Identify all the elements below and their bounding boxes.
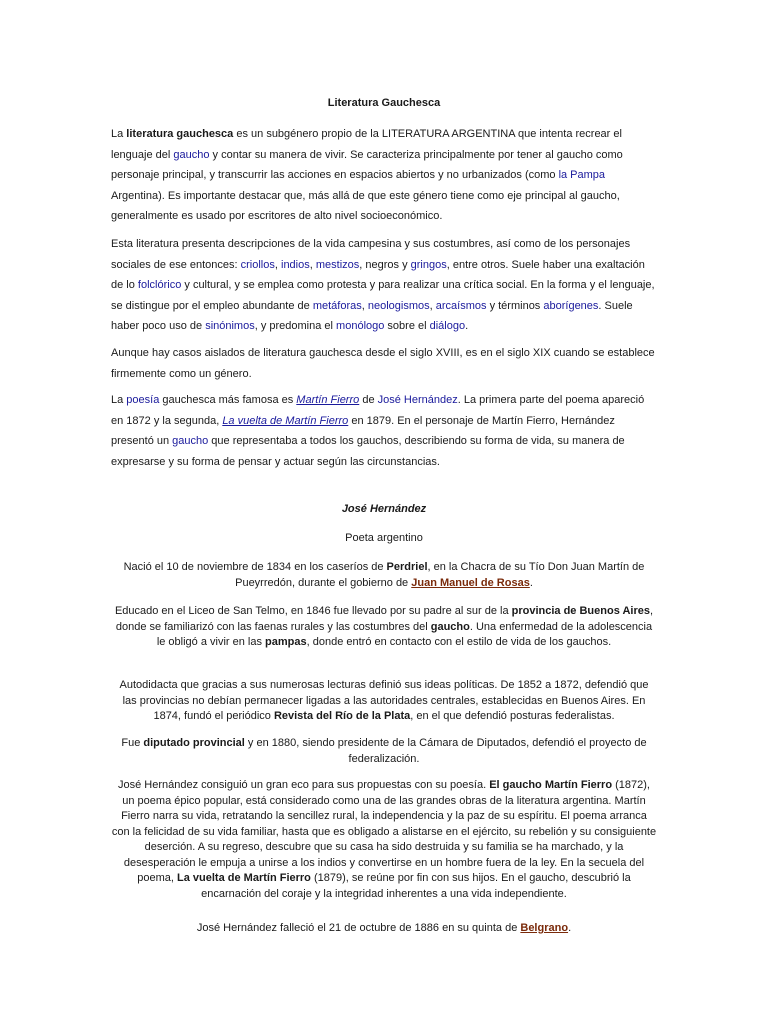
- link-sinonimos[interactable]: sinónimos: [205, 320, 255, 332]
- text-run: Educado en el Liceo de San Telmo, en 1846 fue llevado por su padre al sur de la: [114, 605, 512, 617]
- bold-term: Perdriel: [386, 561, 428, 573]
- page-title: Literatura Gauchesca: [327, 97, 441, 109]
- link-metaforas[interactable]: metáforas: [312, 299, 362, 312]
- text-run: , entre otros. Suele haber una exaltación de lo: [111, 258, 645, 291]
- text-run: , y predomina el: [254, 320, 337, 332]
- text-run: y términos: [486, 299, 544, 312]
- text-run: en 1879. En el personaje de Martín Fierro, Hernández presentó un: [111, 414, 615, 447]
- bio-politics-paragraph: [111, 678, 657, 725]
- link-gaucho-2[interactable]: gaucho: [172, 435, 209, 447]
- text-run: (1872), un poema épico popular, está considerado como una de las grandes obras de la literatura argentina. Martín Fierro narra su vida, retratando la sencillez rural, la independencia y la paz de su espíritu. El poema arranca con la felicidad de su vida familiar, hasta que es obligado a alistarse en el ejército, su rebelión y su consiguiente deserción. A su regreso, descubre que su casa ha sido destruida y su familia se ha marchado, y la desesperación le empuja a unirse a los indios y convertirse en un hombre fuera de la ley. En la secuela del poema,: [111, 779, 657, 884]
- text-run: sobre el: [384, 320, 430, 332]
- link-dialogo[interactable]: diálogo: [429, 320, 466, 332]
- section-subtitle: Poeta argentino: [345, 532, 423, 544]
- text-run: ,: [361, 299, 368, 312]
- text-run: La: [111, 128, 127, 140]
- bold-term: La vuelta de Martín Fierro: [177, 872, 311, 884]
- text-run: ,: [274, 258, 281, 271]
- text-run: , donde entró en contacto con el estilo de vida de los gauchos.: [306, 636, 612, 648]
- link-martin-fierro[interactable]: Martín Fierro: [296, 394, 360, 406]
- text-run: , negros y: [359, 258, 411, 271]
- history-paragraph: Aunque hay casos aislados de literatura gauchesca desde el siglo XVIII, es en el siglo XIX cuando se establece firmemente como un género.: [111, 347, 655, 380]
- section-title: José Hernández: [341, 503, 427, 515]
- text-run: Autodidacta que gracias a sus numerosas lecturas definió sus ideas políticas. De 1852 a 1872, defendió que las provincias no debían permanecer ligadas a las autoridades centrales, establecidas en Buenos Aires. En 1874, fundó el periódico: [119, 679, 649, 722]
- text-run: es un subgénero propio de la LITERATURA ARGENTINA que intenta recrear el lenguaje del: [111, 128, 622, 161]
- bio-death-paragraph: [111, 921, 657, 937]
- bio-deputy-paragraph: [111, 736, 657, 767]
- link-jose-hernandez[interactable]: José Hernández: [377, 394, 458, 406]
- link-la-pampa[interactable]: la Pampa: [558, 169, 606, 181]
- link-belgrano[interactable]: Belgrano: [520, 922, 569, 934]
- link-indios[interactable]: indios: [281, 258, 310, 271]
- text-run: Argentina). Es importante destacar que, más allá de que este género tiene como eje principal al gaucho, generalmente es usado por escritores de alto nivel socioeconómico.: [111, 189, 620, 222]
- text-run: Fue: [121, 737, 144, 749]
- text-run: y en 1880, siendo presidente de la Cámara de Diputados, defendió el proyecto de federalización.: [244, 737, 647, 765]
- text-run: .: [529, 576, 533, 589]
- text-run: La: [111, 394, 127, 406]
- bio-poetry-paragraph: [111, 778, 657, 902]
- text-run: , en el que defendió posturas federalistas.: [410, 710, 615, 722]
- bold-term: literatura gauchesca: [126, 128, 234, 140]
- link-gaucho[interactable]: gaucho: [173, 148, 210, 161]
- text-run: José Hernández consiguió un gran eco para sus propuestas con su poesía.: [118, 779, 490, 791]
- link-monologo[interactable]: monólogo: [336, 320, 385, 332]
- bold-term: pampas: [265, 636, 307, 648]
- martin-fierro-paragraph: [111, 390, 659, 472]
- text-run: . La primera parte del poema apareció en 1872 y la segunda,: [111, 394, 645, 427]
- text-run: .: [568, 922, 572, 934]
- link-criollos[interactable]: criollos: [240, 258, 275, 271]
- text-run: . Una enfermedad de la adolescencia le obligó a vivir en las: [156, 620, 653, 648]
- bold-term: El gaucho Martín Fierro: [489, 779, 613, 791]
- text-run: Esta literatura presenta descripciones de la vida campesina y sus costumbres, así como de los personajes sociales de ese entonces:: [111, 238, 631, 271]
- text-run: que representaba a todos los gauchos, describiendo su forma de vida, su manera de expresarse y su forma de pensar y actuar según las circunstancias.: [111, 435, 625, 468]
- intro-paragraph: [111, 124, 659, 227]
- bio-birth-paragraph: [111, 560, 657, 591]
- link-la-vuelta-de-martin-fierro[interactable]: La vuelta de Martín Fierro: [222, 414, 349, 427]
- text-run: (1879), se reúne por fin con sus hijos. En el gaucho, descubrió la encarnación del coraje y la integridad inherentes a una vida independiente.: [201, 872, 631, 900]
- link-poesia[interactable]: poesía: [126, 394, 160, 406]
- bio-education-paragraph: [111, 604, 657, 651]
- text-run: Nació el 10 de noviembre de 1834 en los caseríos de: [123, 561, 387, 573]
- link-mestizos[interactable]: mestizos: [315, 258, 360, 271]
- text-run: , en la Chacra de su Tío Don Juan Martín de Pueyrredón, durante el gobierno de: [235, 561, 645, 589]
- bold-term: Revista del Río de la Plata: [273, 710, 411, 722]
- link-neologismos[interactable]: neologismos: [367, 299, 430, 312]
- bold-term: provincia de Buenos Aires: [511, 605, 650, 617]
- link-aborigenes[interactable]: aborígenes: [543, 299, 599, 312]
- text-run: y contar su manera de vivir. Se caracteriza principalmente por tener al gaucho como personaje principal, y transcurrir las acciones en espacios abiertos y no urbanizados (como: [111, 148, 623, 181]
- text-run: José Hernández falleció el 21 de octubre de 1886 en su quinta de: [196, 922, 521, 934]
- bold-term: diputado provincial: [143, 737, 245, 749]
- link-gringos[interactable]: gringos: [410, 258, 447, 271]
- text-run: , donde se familiarizó con las faenas rurales y las costumbres del: [115, 605, 654, 633]
- text-run: ,: [309, 258, 316, 271]
- text-run: .: [465, 320, 469, 332]
- text-run: . Suele haber poco uso de: [111, 299, 633, 332]
- link-juan-manuel-de-rosas[interactable]: Juan Manuel de Rosas: [411, 576, 530, 589]
- link-arcaismos[interactable]: arcaísmos: [435, 299, 487, 312]
- text-run: y cultural, y se emplea como protesta y para realizar una crítica social. En la forma y el lenguaje, se distingue por el empleo abundante de: [111, 279, 655, 312]
- bold-term: gaucho: [430, 620, 470, 633]
- text-run: ,: [429, 299, 436, 312]
- text-run: de: [359, 394, 378, 406]
- link-folclorico[interactable]: folclórico: [137, 279, 182, 291]
- text-run: gauchesca más famosa es: [159, 394, 297, 406]
- description-paragraph: [111, 234, 659, 337]
